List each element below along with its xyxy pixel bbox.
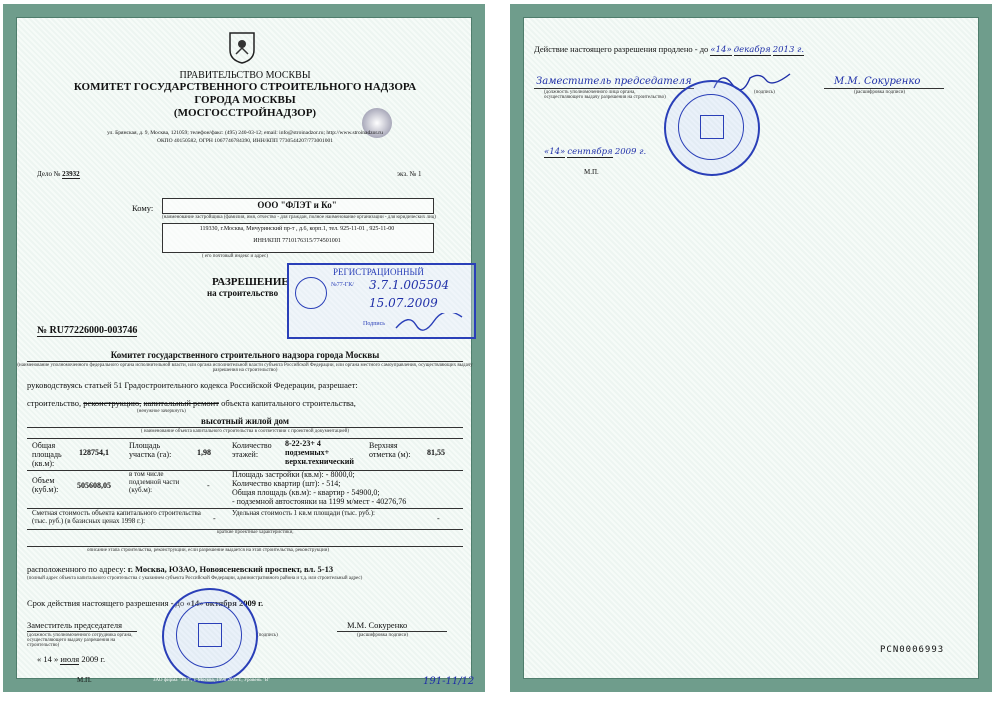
permit-back-page (510, 4, 992, 692)
cost-value: - (213, 514, 216, 523)
permit-front-page (3, 4, 485, 692)
to-label: Кому: (132, 203, 154, 213)
location-line: расположенного по адресу: г. Москва, ЮЗАО, Новоясеневский проспект, вл. 5-13 (27, 564, 334, 574)
official-seal (162, 588, 258, 684)
extension-name: М.М. Сокуренко (834, 76, 921, 87)
extension-stamp-place: М.П. (584, 168, 599, 176)
committee-codes: ОКПО 40150582, ОГРН 1067746784390, ИНН/КПП 7730544207/773001001 (157, 138, 333, 144)
issuer: Комитет государственного строительного надзора города Москвы (110, 350, 380, 360)
flats-count: Количество квартир (шт): - 514; (232, 479, 341, 488)
signature-icon (394, 313, 464, 333)
validity-line: Срок действия настоящего разрешения - до «14» октября 2009 г. (27, 598, 264, 608)
signer-role-hint: (должность уполномоченного сотрудника органа, осуществляющего выдачу разрешения на строительство) (27, 633, 133, 648)
issue-date: « 14 » июля 2009 г. (37, 654, 106, 664)
extension-date: «14» сентября 2009 г. (544, 147, 647, 157)
legal-basis: руководствуясь статьей 51 Градостроительного кодекса Российской Федерации, разрешает: (27, 380, 358, 390)
floors-label: Количество этажей: (232, 441, 272, 459)
works-hint: (ненужное зачеркнуть) (137, 409, 186, 414)
location-hint: (полный адрес объекта капитального строительства с указанием субъекта Российской Федерации, административного района и т.д. или строительный адрес) (27, 576, 363, 581)
unit-cost-value: - (437, 514, 440, 523)
document-title: РАЗРЕШЕНИЕ (212, 276, 289, 288)
flats-area: Общая площадь (кв.м): - квартир - 54900,0; (232, 488, 380, 497)
extension-sign-hint: (подпись) (754, 90, 775, 95)
signer-name-hint: (расшифровка подписи) (357, 633, 409, 638)
floors-value: 8-22-23+ 4 подземных+ верхн.технический (285, 439, 355, 466)
signer-role: Заместитель председателя (27, 620, 122, 630)
address-hint: ( его почтовый индекс и адрес) (202, 254, 268, 259)
extension-role-hint: (должность уполномоченного лица органа, осуществляющего выдачу разрешения на строительство) (544, 90, 666, 100)
committee-address: ул. Брянская, д. 9, Москва, 121059; телефон/факс: (495) 240-03-12; email: info@stroinadzor.ru; http://www.stroinadzor.ru (107, 130, 383, 136)
permit-number: № RU77226000-003746 (37, 325, 138, 336)
seal-emblem-icon (198, 623, 222, 647)
height-label: Верхняя отметка (м): (369, 441, 411, 459)
government-title: ПРАВИТЕЛЬСТВО МОСКВЫ (179, 70, 311, 81)
stamp-prefix: №77-ГК/ (331, 282, 354, 288)
issuer-hint: (наименование уполномоченного федерального органа исполнительной власти, или органа исполнительной власти субъекта Российской Федерации, или органа местного самоуправления, осуществляющих выдачу разрешения на строительство) (17, 363, 473, 373)
page-content-back (523, 17, 979, 679)
location-value: г. Москва, ЮЗАО, Новоясеневский проспект, вл. 5-13 (127, 564, 334, 574)
stage-hint: описание этапа строительства, реконструкции, если разрешение выдается на этап строительства, реконструкции) (87, 548, 329, 553)
recipient-name: ООО "ФЛЭТ и Ко" (257, 200, 337, 210)
recipient-tax-codes: ИНН/КПП 7710176315/774501001 (253, 238, 341, 244)
committee-title: КОМИТЕТ ГОСУДАРСТВЕННОГО СТРОИТЕЛЬНОГО НАДЗОРА (73, 81, 417, 93)
table-hint: краткие проектные характеристики, (217, 530, 294, 535)
underground-label: в том числе подземной части (куб.м): (129, 470, 180, 494)
stamp-date: 15.07.2009 (369, 296, 438, 310)
stamp-place: М.П. (77, 676, 92, 684)
print-footer: ЗАО фирма "ЗВЗ", г. Москва, 1998 2005 г., Уровень "В" (153, 678, 271, 683)
object-name: высотный жилой дом (200, 416, 290, 426)
coat-of-arms-icon (227, 30, 257, 64)
recipient-address: 119330, г.Москва, Мичуринский пр-т , д.6, корп.1, тел. 925-11-01 , 925-11-00 (199, 226, 395, 232)
copy-number: экз. № 1 (397, 170, 422, 178)
volume-value: 505608,05 (77, 481, 111, 490)
parking-area: - подземной автостоянки на 1199 м/мест - 40276,76 (232, 497, 407, 506)
plot-area-label: Площадь участка (га): (129, 441, 172, 459)
extension-seal-emblem-icon (700, 115, 724, 139)
object-hint: ( наименование объекта капитального строительства в соответствии с проектной документацией) (140, 429, 350, 434)
stamp-sign-label: Подпись (363, 321, 386, 327)
cost-label: Сметная стоимость объекта капитального строительства (тыс. руб.) (в базисных ценах 1998 г.): (32, 509, 201, 525)
unit-cost-label: Удельная стоимость 1 кв.м площади (тыс. руб.): (232, 509, 375, 517)
build-area: Площадь застройки (кв.м): - 8000,0; (232, 470, 355, 479)
volume-label: Объем (куб.м): (32, 476, 59, 494)
emblem-icon (295, 277, 327, 309)
height-value: 81,55 (427, 448, 445, 457)
extension-name-hint: (расшифровка подписи) (854, 90, 906, 95)
works-line: строительство, реконструкцию, капитальный ремонт объекта капитального строительства, (27, 398, 356, 408)
document-subtitle: на строительство (207, 288, 279, 298)
margin-note: 191-11/12 (423, 676, 475, 687)
extension-seal (664, 80, 760, 176)
extension-line: Действие настоящего разрешения продлено - до «14» декабря 2013 г. (534, 44, 805, 55)
signer-sign-hint: (подпись) (257, 633, 278, 638)
total-area-value: 128754,1 (79, 448, 109, 457)
registration-stamp (287, 263, 476, 339)
stamp-title: РЕГИСТРАЦИОННЫЙ (333, 267, 424, 277)
committee-abbr: (МОСГОССТРОЙНАДЗОР) (173, 107, 317, 119)
serial-number: PCN0006993 (880, 645, 945, 655)
recipient-hint: (наименование застройщика (фамилия, имя, отчество - для граждан, полное наименование организации - для юридических лиц) (162, 215, 436, 220)
underground-value: - (207, 481, 210, 490)
case-number: Дело № 23932 (37, 170, 80, 178)
plot-area-value: 1,98 (197, 448, 211, 457)
extension-role: Заместитель председателя (536, 76, 692, 87)
stamp-number: 3.7.1.005504 (369, 278, 450, 292)
total-area-label: Общая площадь (кв.м): (32, 441, 62, 468)
committee-city: ГОРОДА МОСКВЫ (194, 94, 296, 106)
signer-name: М.М. Сокуренко (347, 620, 408, 630)
